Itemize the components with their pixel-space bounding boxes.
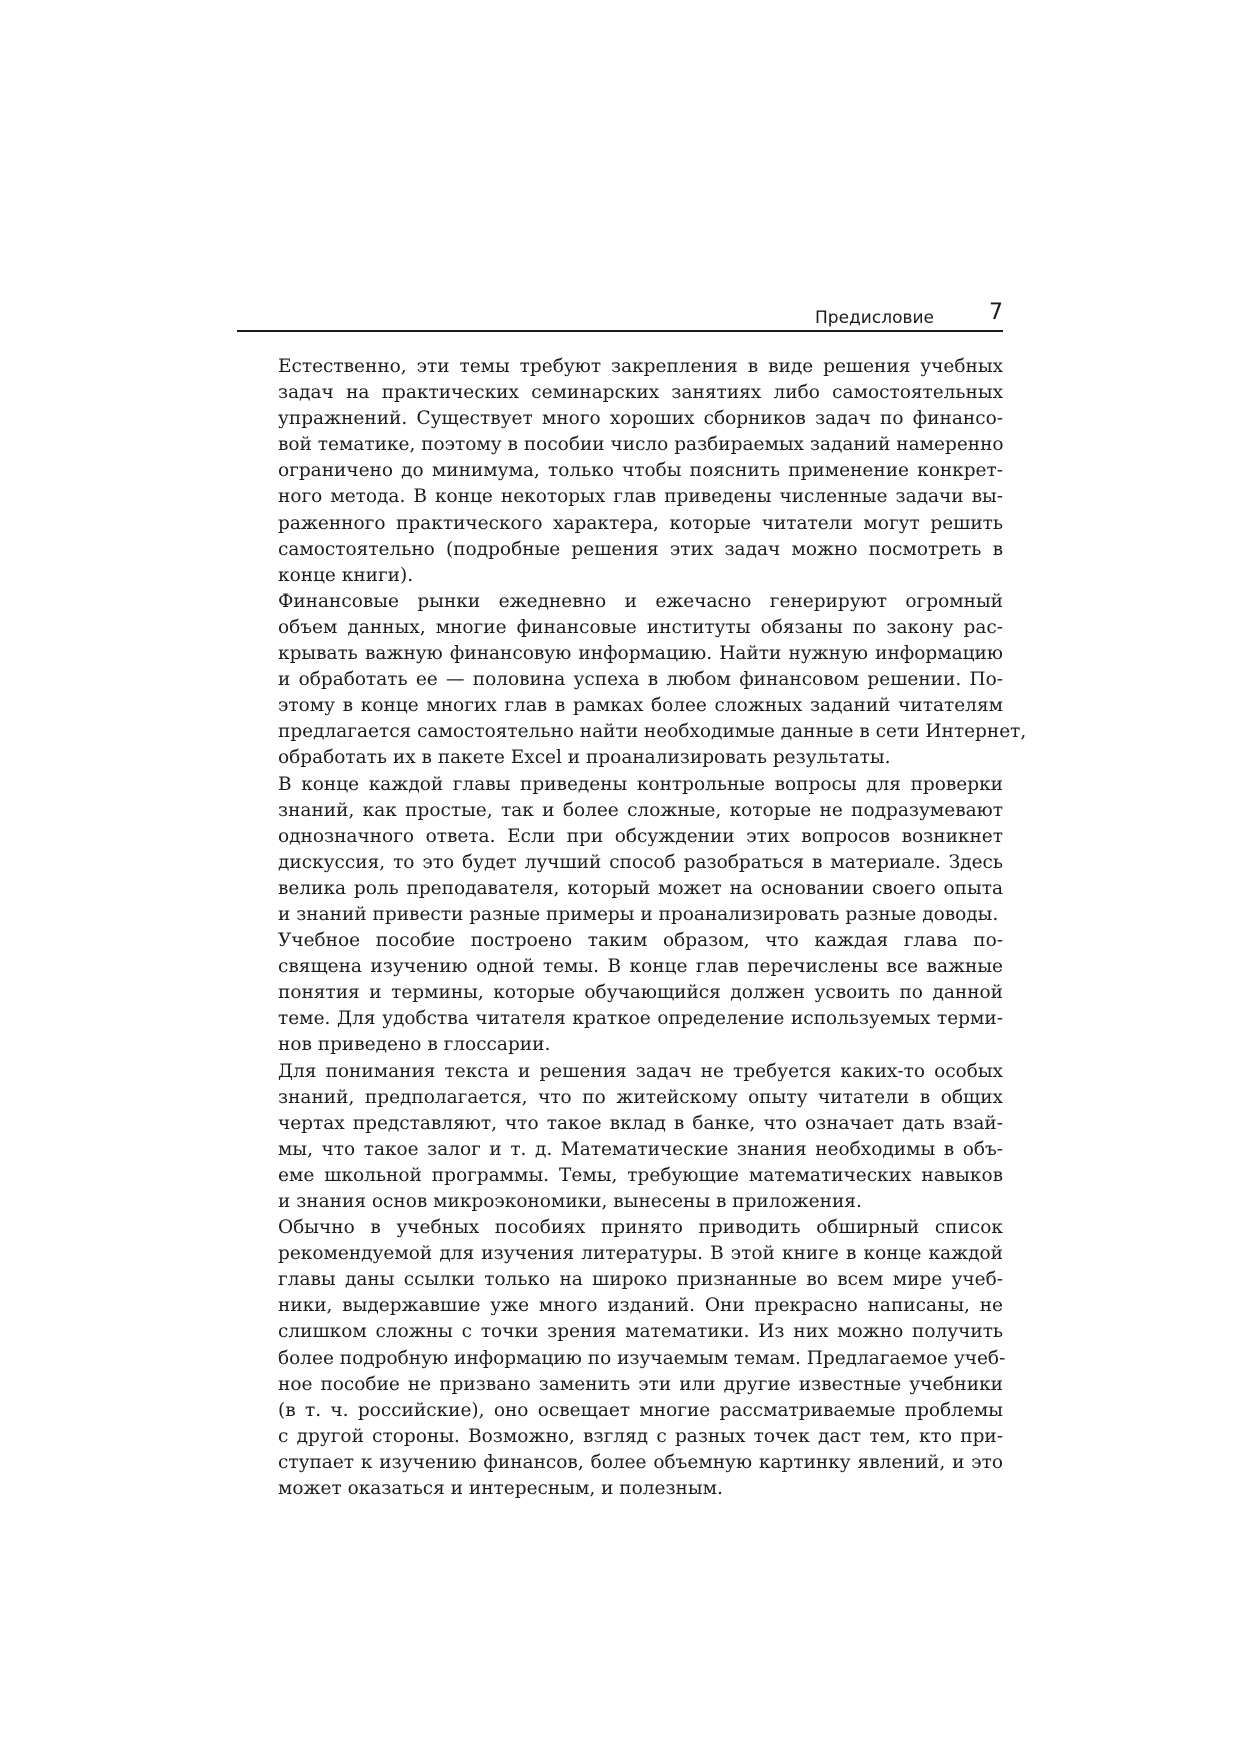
text-line: рекомендуемой для изучения литературы. В этой книге в конце каждой xyxy=(278,1243,1003,1265)
paragraph xyxy=(237,1059,1003,1216)
text-line: крывать важную финансовую информацию. Найти нужную информацию xyxy=(278,643,1003,665)
text-line: (в т. ч. российские), оно освещает многие рассматриваемые проблемы xyxy=(278,1399,1003,1421)
paragraph xyxy=(237,1215,1006,1502)
text-line: раженного практического характера, которые читатели могут решить xyxy=(278,512,1003,534)
text-line: более подробную информацию по изучаемым темам. Предлагаемое учеб- xyxy=(278,1347,1006,1369)
paragraph xyxy=(237,928,1003,1058)
running-title: Предисловие xyxy=(815,308,934,328)
text-line: и обработать ее — половина успеха в любом финансовом решении. По- xyxy=(278,669,1003,691)
body-text xyxy=(237,354,1027,1502)
text-line: ного метода. В конце некоторых глав приведены численные задачи вы- xyxy=(278,486,1003,508)
text-line: ное пособие не призвано заменить эти или другие известные учебники xyxy=(278,1373,1003,1395)
text-line: и знаний привести разные примеры и проанализировать разные доводы. xyxy=(278,903,999,925)
text-line: задач на практических семинарских занятиях либо самостоятельных xyxy=(278,382,1003,404)
text-line: предлагается самостоятельно найти необходимые данные в сети Интернет, xyxy=(278,721,1027,743)
paragraph xyxy=(237,589,1027,772)
text-line: велика роль преподавателя, который может на основании своего опыта xyxy=(278,877,1003,899)
page-number: 7 xyxy=(989,300,1003,325)
text-line: самостоятельно (подробные решения этих задач можно посмотреть в xyxy=(278,538,1003,560)
paragraph xyxy=(237,354,1003,589)
text-line: конце книги). xyxy=(278,564,414,586)
text-line: и знания основ микроэкономики, вынесены в приложения. xyxy=(278,1191,862,1212)
text-line: священа изучению одной темы. В конце глав перечислены все важные xyxy=(278,956,1003,978)
text-line: знаний, как простые, так и более сложные, которые не подразумевают xyxy=(278,799,1003,821)
text-line: мы, что такое залог и т. д. Математические знания необходимы в объ- xyxy=(278,1138,1003,1160)
text-line: упражнений. Существует много хороших сборников задач по финансо- xyxy=(278,408,1003,430)
text-line: нов приведено в глоссарии. xyxy=(278,1034,551,1056)
text-line: Естественно, эти темы требуют закрепления в виде решения учебных xyxy=(278,356,1003,377)
text-line: обработать их в пакете Excel и проанализировать результаты. xyxy=(278,747,891,769)
text-line: Обычно в учебных пособиях принято приводить обширный список xyxy=(278,1217,1003,1239)
text-line: ступает к изучению финансов, более объемную картинку явлений, и это xyxy=(278,1451,1003,1473)
running-header xyxy=(237,298,1003,332)
text-line: ограничено до минимума, только чтобы пояснить применение конкрет- xyxy=(278,460,1003,482)
text-line: еме школьной программы. Темы, требующие математических навыков xyxy=(278,1164,1003,1186)
text-line: знаний, предполагается, что по житейскому опыту читатели в общих xyxy=(278,1086,1003,1108)
text-line: однозначного ответа. Если при обсуждении этих вопросов возникнет xyxy=(278,825,1003,847)
text-line: понятия и термины, которые обучающийся должен усвоить по данной xyxy=(278,982,1003,1004)
text-line: теме. Для удобства читателя краткое определение используемых терми- xyxy=(278,1008,1003,1030)
paragraph xyxy=(237,772,1003,929)
text-line: Финансовые рынки ежедневно и ежечасно генерируют огромный xyxy=(278,590,1003,612)
text-line: дискуссия, то это будет лучший способ разобраться в материале. Здесь xyxy=(278,851,1003,873)
text-line: главы даны ссылки только на широко признанные во всем мире учеб- xyxy=(278,1269,1003,1291)
text-line: Для понимания текста и решения задач не требуется каких-то особых xyxy=(278,1060,1003,1082)
text-line: вой тематике, поэтому в пособии число разбираемых заданий намеренно xyxy=(278,434,1004,456)
text-line: может оказаться и интересным, и полезным. xyxy=(278,1478,723,1500)
text-line: объем данных, многие финансовые институты обязаны по закону рас- xyxy=(278,616,1003,638)
text-line: Учебное пособие построено таким образом, что каждая глава по- xyxy=(278,930,1003,952)
text-line: чертах представляют, что такое вклад в банке, что означает дать взай- xyxy=(278,1112,1003,1134)
text-line: В конце каждой главы приведены контрольные вопросы для проверки xyxy=(278,773,1003,795)
text-line: с другой стороны. Возможно, взгляд с разных точек даст тем, кто при- xyxy=(278,1425,1003,1447)
text-line: ники, выдержавшие уже много изданий. Они прекрасно написаны, не xyxy=(278,1295,1003,1317)
text-line: слишком сложны с точки зрения математики. Из них можно получить xyxy=(278,1321,1003,1343)
text-line: этому в конце многих глав в рамках более сложных заданий читателям xyxy=(278,695,1003,717)
